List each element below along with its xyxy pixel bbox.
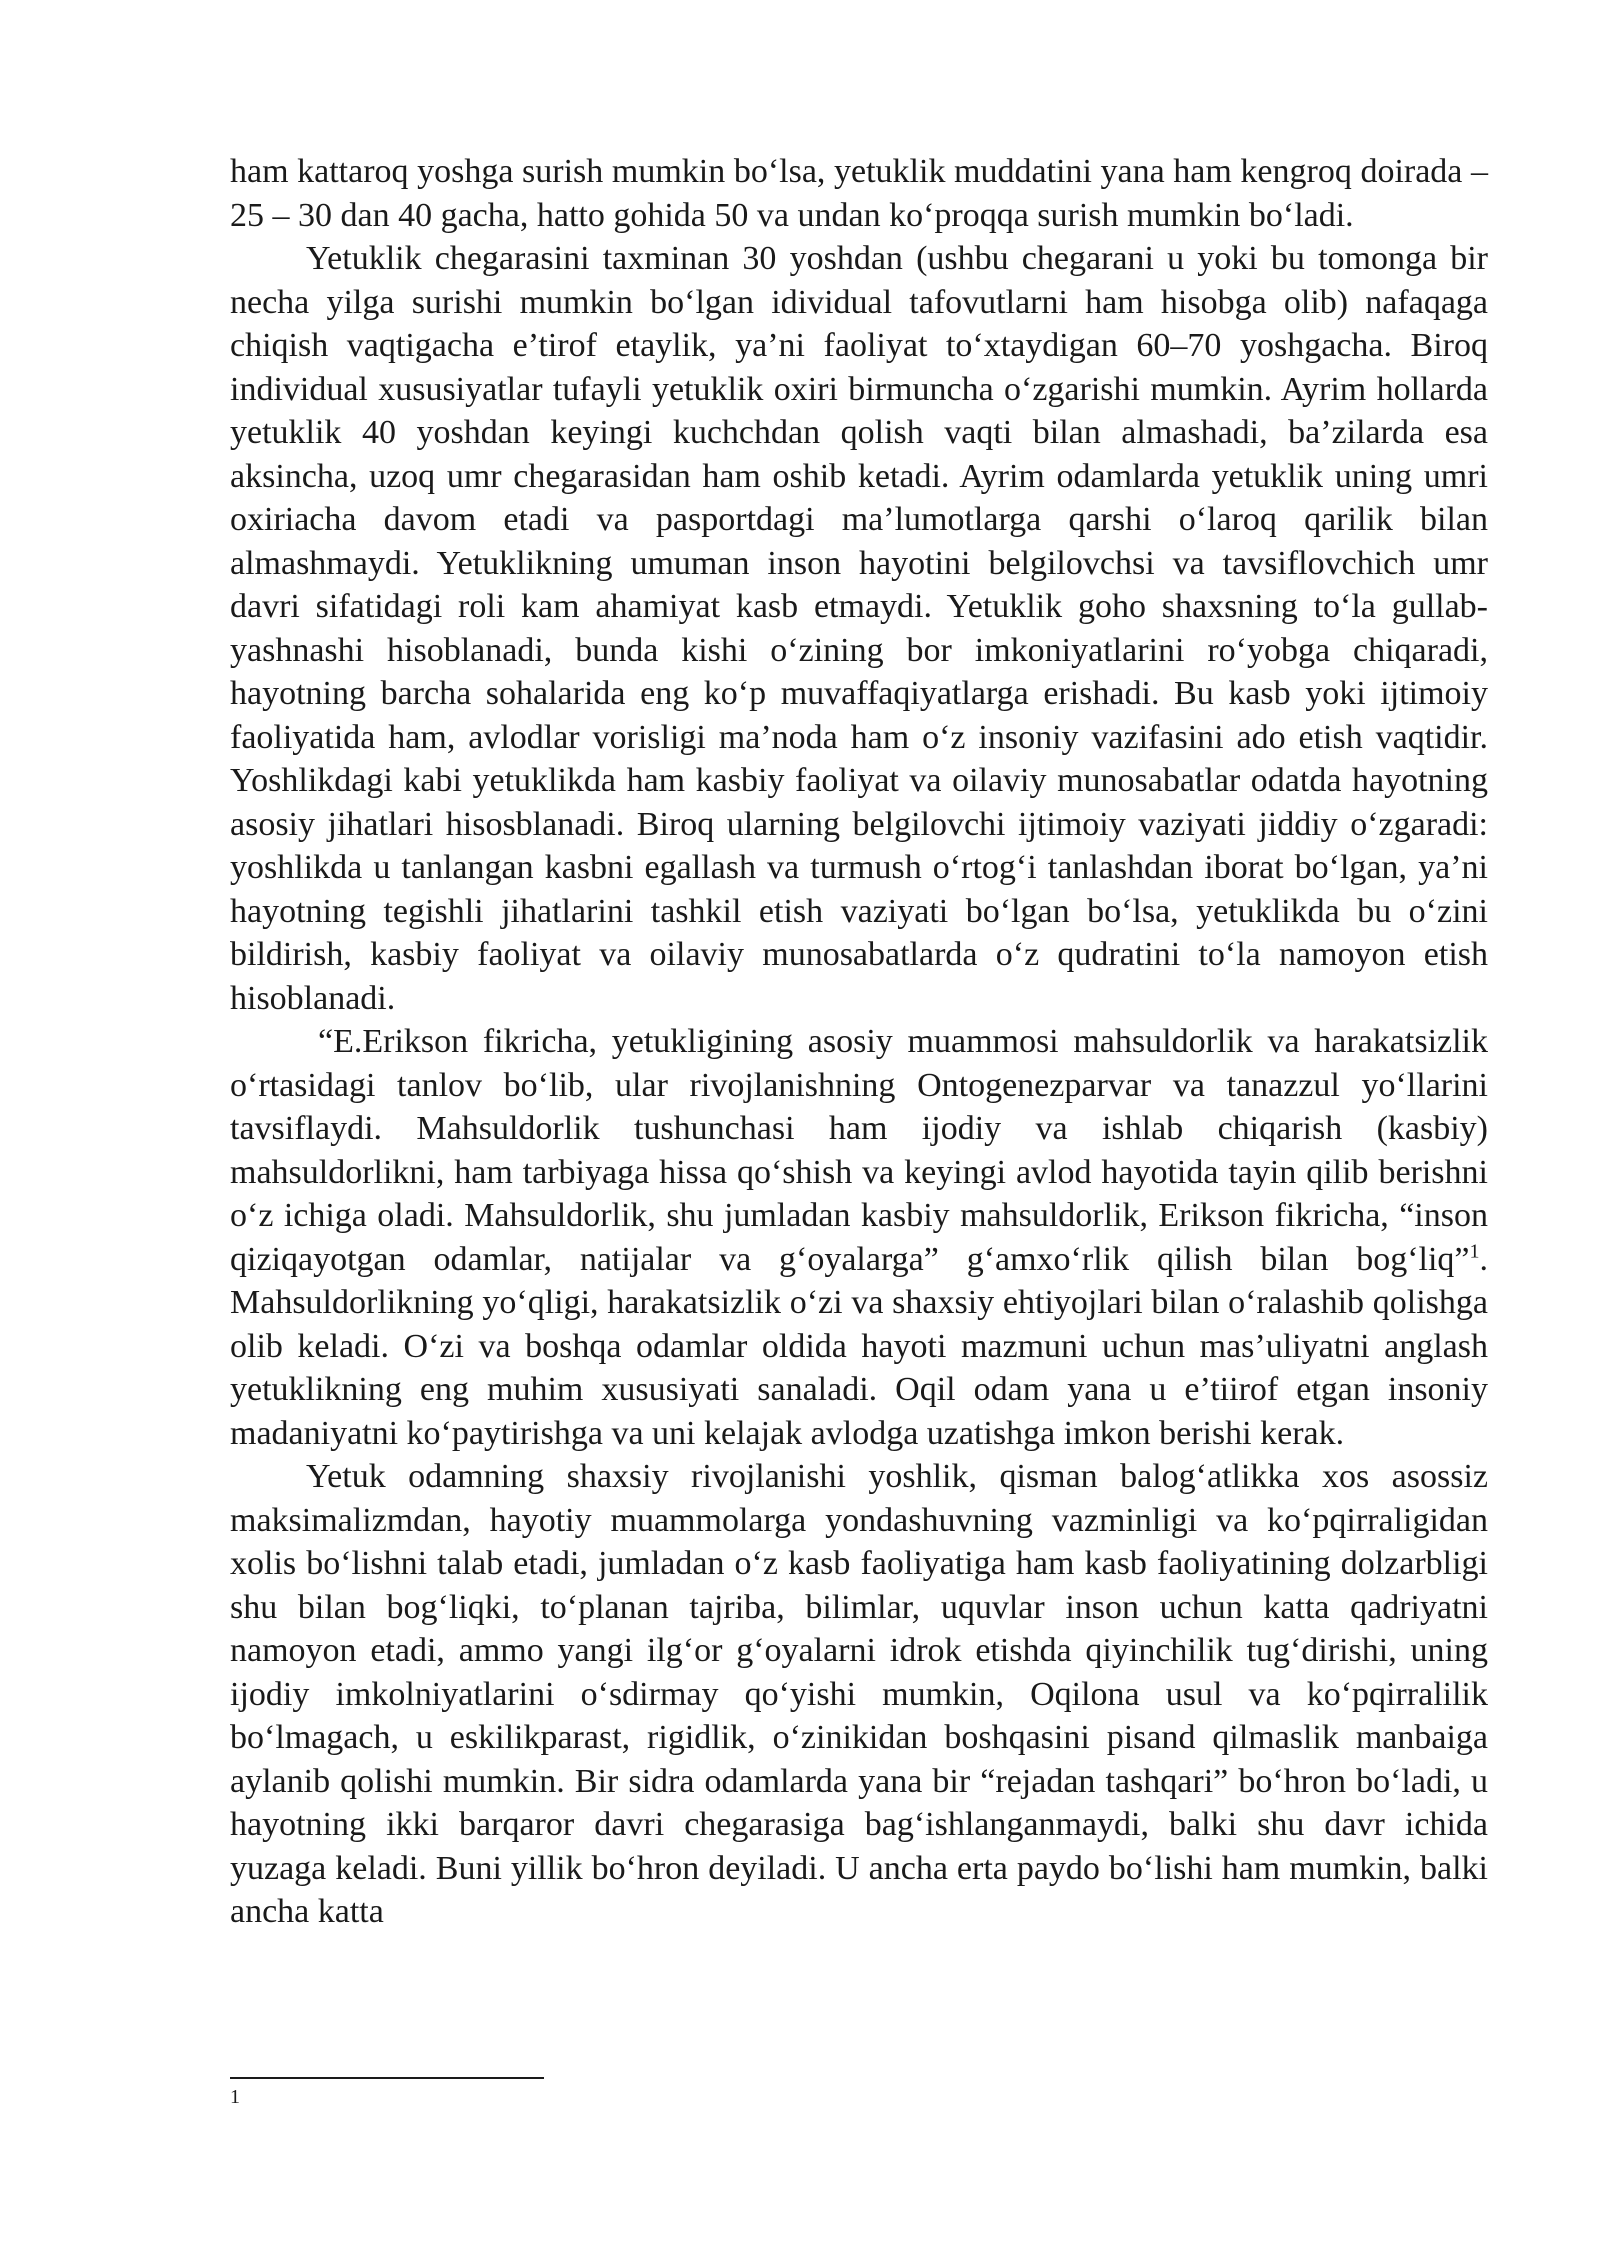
- paragraph-2: Yetuklik chegarasini taxminan 30 yoshdan (ushbu chegarani u yoki bu tomonga bir necha yilga surishi mumkin bo‘lgan idividual tafovutlarni ham hisobga olib) nafaqaga chiqish vaqtigacha e’tirof etaylik, ya’ni faoliyat to‘xtaydigan 60–70 yoshgacha. Biroq individual xususiyatlar tufayli yetuklik oxiri birmuncha o‘zgarishi mumkin. Ayrim hollarda yetuklik 40 yoshdan keyingi kuchchdan qolish vaqti bilan almashadi, ba’zilarda esa aksincha, uzoq umr chegarasidan ham oshib ketadi. Ayrim odamlarda yetuklik uning umri oxiriacha davom etadi va pasportdagi ma’lumotlarga qarshi o‘laroq qarilik bilan almashmaydi. Yetuklikning umuman inson hayotini belgilovchsi va tavsiflovchich umr davri sifatidagi roli kam ahamiyat kasb etmaydi. Yetuklik goho shaxsning to‘la gullab-yashnashi hisoblanadi, bunda kishi o‘zining bor imkoniyatlarini ro‘yobga chiqaradi, hayotning barcha sohalarida eng ko‘p muvaffaqiyatlarga erishadi. Bu kasb yoki ijtimoiy faoliyatida ham, avlodlar vorisligi ma’noda ham o‘z insoniy vazifasini ado etish vaqtidir. Yoshlikdagi kabi yetuklikda ham kasbiy faoliyat va oilaviy munosabatlar odatda hayotning asosiy jihatlari hisosblanadi. Biroq ularning belgilovchi ijtimoiy vaziyati jiddiy o‘zgaradi: yoshlikda u tanlangan kasbni egallash va turmush o‘rtog‘i tanlashdan iborat bo‘lgan, ya’ni hayotning tegishli jihatlarini tashkil etish vaziyati bo‘lgan bo‘lsa, yetuklikda bu o‘zini bildirish, kasbiy faoliyat va oilaviy munosabatlarda o‘z qudratini to‘la namoyon etish hisoblanadi.: [230, 240, 1488, 1017]
- paragraph-4: Yetuk odamning shaxsiy rivojlanishi yoshlik, qisman balog‘atlikka xos asossiz maksimalizmdan, hayotiy muammolarga yondashuvning vazminligi va ko‘pqirraligidan xolis bo‘lishni talab etadi, jumladan o‘z kasb faoliyatiga ham kasb faoliyatining dolzarbligi shu bilan bog‘liqki, to‘planan tajriba, bilimlar, uquvlar inson uchun katta qadriyatni namoyon etadi, ammo yangi ilg‘or g‘oyalarni idrok etishda qiyinchilik tug‘dirishi, uning ijodiy imkolniyatlarini o‘sdirmay qo‘yishi mumkin, Oqilona usul va ko‘pqirralilik bo‘lmagach, u eskilikparast, rigidlik, o‘zinikidan boshqasini pisand qilmaslik manbaiga aylanib qolishi mumkin. Bir sidra odamlarda yana bir “rejadan tashqari” bo‘hron bo‘ladi, u hayotning ikki barqaror davri chegarasiga bag‘ishlanganmaydi, balki shu davr ichida yuzaga keladi. Buni yillik bo‘hron deyiladi. U ancha erta paydo bo‘lishi ham mumkin, balki ancha katta: [230, 1458, 1488, 1930]
- document-page: [230, 150, 1488, 1934]
- footnote-divider: [230, 2077, 544, 2079]
- footnote-number: 1: [230, 2086, 240, 2108]
- paragraph-3: [230, 1020, 1488, 1455]
- footnote-reference: 1: [1469, 1240, 1480, 1263]
- paragraph-1: ham kattaroq yoshga surish mumkin bo‘lsa, yetuklik muddatini yana ham kengroq doirada – 25 – 30 dan 40 gacha, hatto gohida 50 va undan ko‘proqqa surish mumkin bo‘ladi.: [230, 153, 1488, 234]
- paragraph-3-text-after-footnote: . Mahsuldorlikning yo‘qligi, harakatsizlik o‘zi va shaxsiy ehtiyojlari bilan o‘ralashib qolishga olib keladi. O‘zi va boshqa odamlar oldida hayoti mazmuni uchun mas’uliyatni anglash yetuklikning eng muhim xususiyati sanaladi. Oqil odam yana u e’tiirof etgan insoniy madaniyatni ko‘paytirishga va uni kelajak avlodga uzatishga imkon berishi kerak.: [230, 1240, 1488, 1452]
- paragraph-3-text-before-footnote: “E.Erikson fikricha, yetukligining asosiy muammosi mahsuldorlik va harakatsizlik o‘rtasidagi tanlov bo‘lib, ular rivojlanishning Ontogenezparvar va tanazzul yo‘llarini tavsiflaydi. Mahsuldorlik tushunchasi ham ijodiy va ishlab chiqarish (kasbiy) mahsuldorlikni, ham tarbiyaga hissa qo‘shish va keyingi avlod hayotida tayin qilib berishni o‘z ichiga oladi. Mahsuldorlik, shu jumladan kasbiy mahsuldorlik, Erikson fikricha, “inson qiziqayotgan odamlar, natijalar va g‘oyalarga” g‘amxo‘rlik qilish bilan bog‘liq”: [230, 1023, 1488, 1278]
